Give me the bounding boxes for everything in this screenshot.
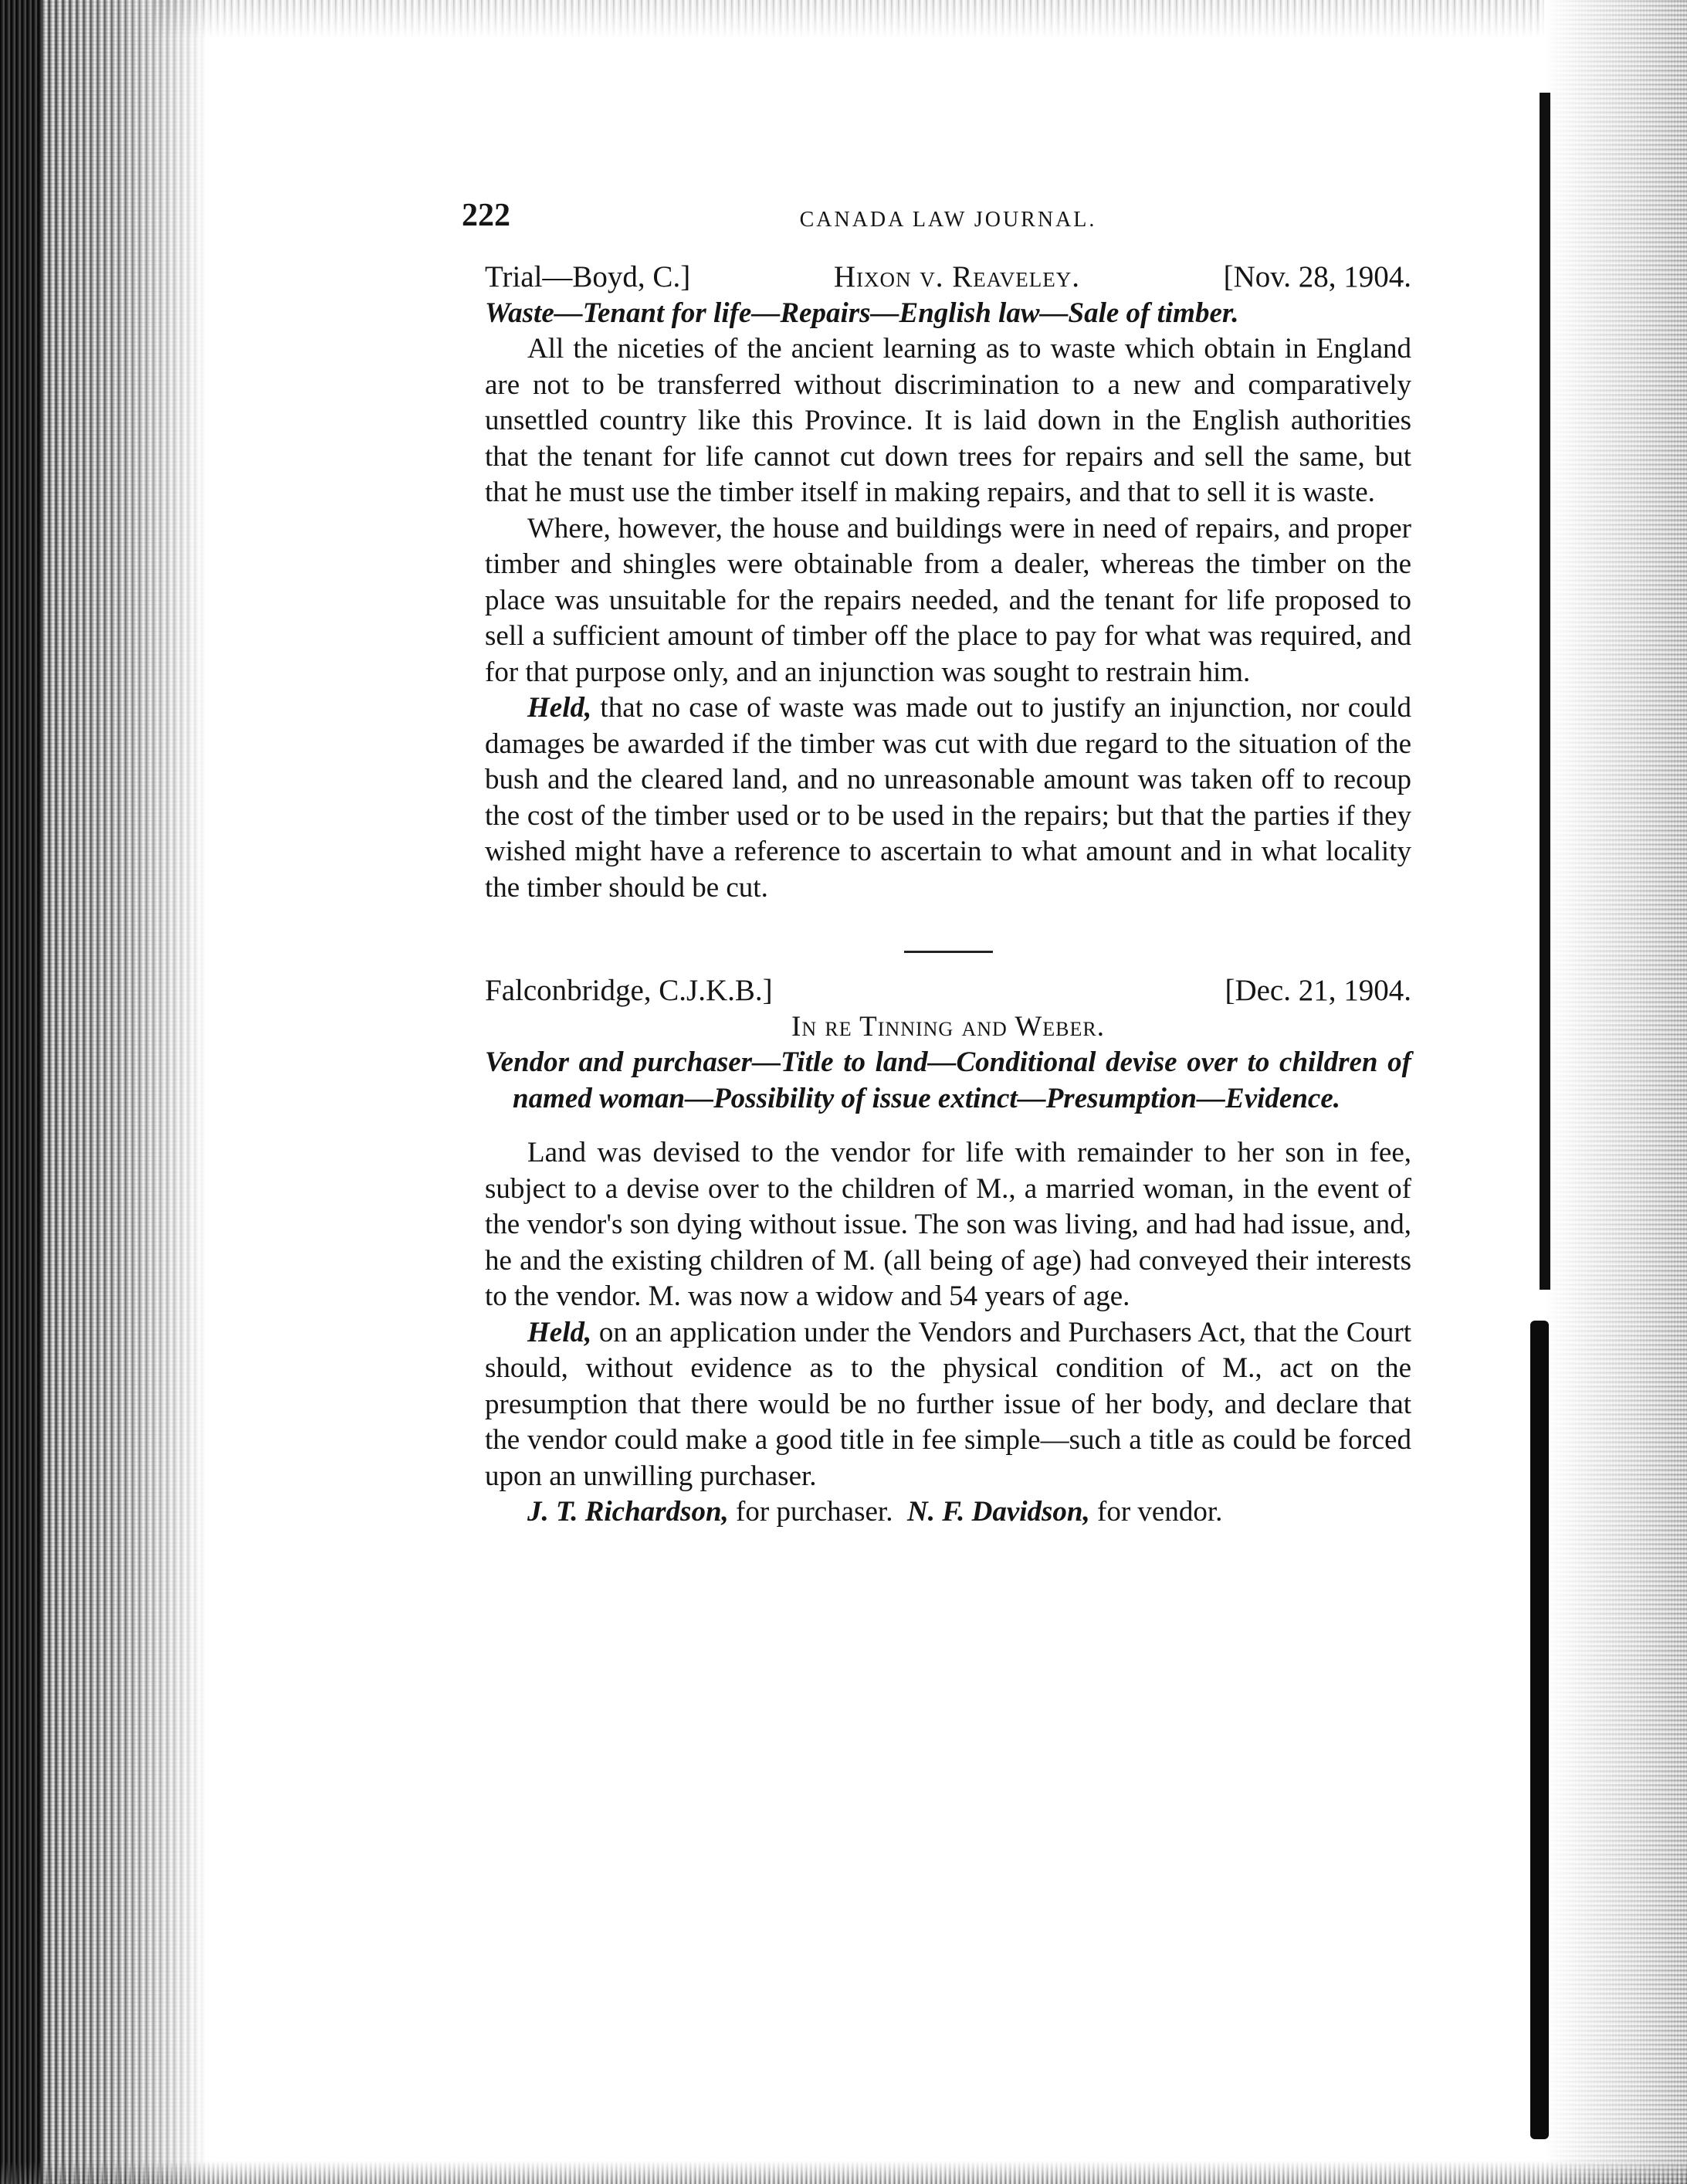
page-content xyxy=(462,198,1411,1531)
case2-court: Falconbridge, C.J.K.B.] xyxy=(485,974,773,1007)
scan-edge-mark-upper xyxy=(1540,93,1550,1290)
case1-heading xyxy=(485,259,1411,296)
counsel1-name: J. T. Richardson, xyxy=(527,1496,729,1528)
case1-held-label: Held, xyxy=(527,692,592,724)
case1-paragraph-2: Where, however, the house and buildings were in need of repairs, and proper timber and shingles were obtainable from a dealer, whereas the timber on the place was unsuitable for the repairs needed, and the tenant for life proposed to sell a sufficient amount of timber off the place to pay for what was required, and for that purpose only, and an injunction was sought to restrain him. xyxy=(485,512,1411,688)
case1-date: [Nov. 28, 1904. xyxy=(1223,260,1411,293)
case1-catchwords: Waste—Tenant for life—Repairs—English law—Sale of timber. xyxy=(485,297,1239,329)
scan-edge-bottom xyxy=(0,2161,1687,2184)
counsel1-role: for purchaser. xyxy=(728,1496,893,1528)
journal-title: CANADA LAW JOURNAL. xyxy=(799,208,1097,232)
case1-held-paragraph xyxy=(485,690,1411,906)
case-separator-rule xyxy=(904,951,993,953)
case2-held-text: on an application under the Vendors and Purchasers Act, that the Court should, without evidence as to the physical condition of M., act on the presumption that there would be no further issue of her body, and declare that the vendor could make a good title in fee simple—such a title as could be forced upon an unwilling purchaser. xyxy=(485,1316,1411,1492)
case2-paragraph-1: Land was devised to the vendor for life with remainder to her son in fee, subject to a devise over to the children of M., a married woman, in the event of the vendor's son dying without issue. The son was living, and had had issue, and, he and the existing children of M. (all being of age) had conveyed their interests to the vendor. M. was now a widow and 54 years of age. xyxy=(485,1137,1411,1312)
scan-edge-top xyxy=(154,0,1544,39)
case2-counsel-line xyxy=(485,1494,1411,1531)
case1-paragraph-1: All the niceties of the ancient learning as to waste which obtain in England are not to be transferred without discrimination to a new and comparatively unsettled country like this Province. It is laid down in the English authorities that the tenant for life cannot cut down trees for repairs and sell the same, but that he must use the timber itself in making repairs, and that to sell it is waste. xyxy=(485,333,1411,508)
case2-held-paragraph xyxy=(485,1315,1411,1495)
case2-held-label: Held, xyxy=(527,1316,592,1348)
scan-binding-edge-left xyxy=(0,0,42,2184)
case2-catchwords: Vendor and purchaser—Title to land—Conditional devise over to children of named woman—Possibility of issue extinct—Presumption—Evidence. xyxy=(485,1046,1411,1114)
case2-heading xyxy=(485,973,1411,1009)
counsel2-role: for vendor. xyxy=(1089,1496,1223,1528)
counsel2-name: N. F. Davidson, xyxy=(906,1496,1090,1528)
case2-date: [Dec. 21, 1904. xyxy=(1225,974,1411,1007)
case1-court: Trial—Boyd, C.] xyxy=(485,260,691,293)
case1-held-text: that no case of waste was made out to justify an injunction, nor could damages be awarded if the timber was cut with due regard to the situation of the bush and the cleared land, and no unreasonable amount was taken off to recoup the cost of the timber used or to be used in the repairs; but that the parties if they wished might have a reference to ascertain to what amount and in what locality the timber should be cut. xyxy=(485,692,1411,904)
scan-page-edge-right xyxy=(1544,0,1687,2184)
case2-title: In re Tinning and Weber. xyxy=(791,1010,1105,1043)
page-number: 222 xyxy=(462,198,510,233)
case1-name: Hixon v. Reaveley. xyxy=(833,260,1080,293)
scan-edge-mark-lower xyxy=(1530,1321,1549,2139)
running-head xyxy=(462,198,1411,233)
